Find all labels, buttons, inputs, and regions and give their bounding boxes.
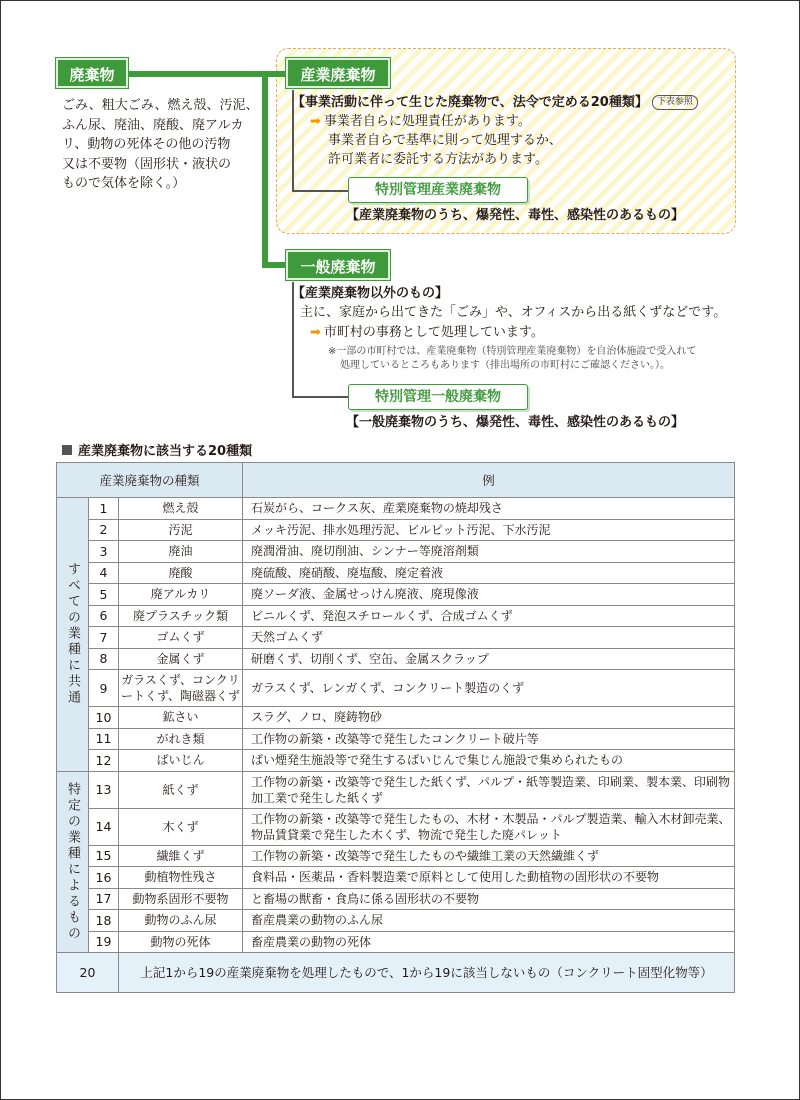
special-industrial-waste-definition: 【産業廃棄物のうち、爆発性、毒性、感染性のあるもの】: [346, 208, 685, 223]
square-bullet-icon: [62, 445, 72, 455]
waste-example: 畜産農業の動物の死体: [243, 931, 735, 953]
table-row: [57, 541, 735, 563]
table-row: [57, 605, 735, 627]
table-row: [57, 808, 735, 845]
table-row: [57, 888, 735, 910]
waste-type: 金属くず: [119, 648, 243, 670]
row-number: 19: [89, 931, 119, 953]
table-row: [57, 910, 735, 932]
table-title: 産業廃棄物に該当する20種類: [62, 440, 252, 459]
table-row: [57, 771, 735, 808]
general-waste-label: 一般廃棄物: [286, 250, 390, 280]
table-row: [57, 845, 735, 867]
waste-type: 燃え殻: [119, 498, 243, 520]
table-row: [57, 519, 735, 541]
industrial-waste-responsibility: ➡ 事業者自らに処理責任があります。 事業者自らで基準に則って処理するか、 許可業者に委託する方法があります。: [310, 114, 562, 167]
row-number: 10: [89, 707, 119, 729]
row-number: 3: [89, 541, 119, 563]
row-number: 4: [89, 562, 119, 584]
table-row: [57, 728, 735, 750]
general-waste-description: 主に、家庭から出てきた「ごみ」や、オフィスから出る紙くずなどです。: [300, 305, 727, 320]
group-common-all-industries: すべての業種に共通: [57, 498, 89, 772]
special-industrial-waste-label: 特別管理産業廃棄物: [348, 177, 528, 203]
waste-type: 動物の死体: [119, 931, 243, 953]
waste-example: 畜産農業の動物のふん尿: [243, 910, 735, 932]
waste-example: 工作物の新築・改築等で発生した紙くず、パルプ・紙等製造業、印刷業、製本業、印刷物加工業で発生した紙くず: [243, 771, 735, 808]
general-waste-note: ※一部の市町村では、産業廃棄物（特別管理産業廃棄物）を自治体施設で受入れて 処理しているところもあります（排出場所の市町村にご確認ください。）。: [328, 346, 697, 371]
table-row: [57, 750, 735, 772]
table-row: [57, 867, 735, 889]
waste-example: 工作物の新築・改築等で発生したものや繊維工業の天然繊維くず: [243, 845, 735, 867]
group-specific-industries: 特定の業種によるもの: [57, 771, 89, 953]
waste-type: 廃アルカリ: [119, 584, 243, 606]
waste-type: ばいじん: [119, 750, 243, 772]
connector-line: [262, 262, 288, 268]
row-number: 13: [89, 771, 119, 808]
waste-example: 廃潤滑油、廃切削油、シンナー等廃溶剤類: [243, 541, 735, 563]
waste-description: ごみ、粗大ごみ、燃え殻、汚泥、 ふん尿、廃油、廃酸、廃アルカ リ、動物の死体その他の汚物 又は不要物（固形状・液状の もので気体を除く。）: [62, 98, 259, 191]
table-row: [57, 498, 735, 520]
table-row: [57, 931, 735, 953]
row-number: 11: [89, 728, 119, 750]
table-row: [57, 670, 735, 707]
row-number: 18: [89, 910, 119, 932]
waste-type: 紙くず: [119, 771, 243, 808]
table-row: [57, 707, 735, 729]
waste-example: ビニルくず、発泡スチロールくず、合成ゴムくず: [243, 605, 735, 627]
special-general-waste-label: 特別管理一般廃棄物: [348, 384, 528, 410]
waste-example: 工作物の新築・改築等で発生したコンクリート破片等: [243, 728, 735, 750]
row-number: 1: [89, 498, 119, 520]
table-row: [57, 627, 735, 649]
industrial-waste-table: [56, 462, 735, 993]
connector-line: [292, 190, 348, 192]
waste-type: 廃プラスチック類: [119, 605, 243, 627]
waste-type: 動植物性残さ: [119, 867, 243, 889]
row-number: 5: [89, 584, 119, 606]
waste-type: 動物系固形不要物: [119, 888, 243, 910]
row-number: 7: [89, 627, 119, 649]
row-number: 12: [89, 750, 119, 772]
row-number: 8: [89, 648, 119, 670]
arrow-right-icon: ➡: [310, 114, 321, 129]
header-type: 産業廃棄物の種類: [57, 463, 243, 498]
waste-type: 汚泥: [119, 519, 243, 541]
general-waste-municipal: ➡ 市町村の事務として処理しています。: [310, 325, 544, 340]
arrow-right-icon: ➡: [310, 325, 321, 340]
waste-example: と畜場の獣畜・食鳥に係る固形状の不要物: [243, 888, 735, 910]
header-example: 例: [243, 463, 735, 498]
waste-type: ゴムくず: [119, 627, 243, 649]
waste-example: スラグ、ノロ、廃鋳物砂: [243, 707, 735, 729]
connector-line: [262, 71, 268, 268]
table-row: [57, 584, 735, 606]
industrial-waste-label: 産業廃棄物: [286, 58, 390, 88]
waste-type: 廃油: [119, 541, 243, 563]
waste-example: 廃ソーダ液、金属せっけん廃液、廃現像液: [243, 584, 735, 606]
waste-type: 動物のふん尿: [119, 910, 243, 932]
row-number: 2: [89, 519, 119, 541]
waste-example: 研磨くず、切削くず、空缶、金属スクラップ: [243, 648, 735, 670]
table-row: [57, 562, 735, 584]
waste-example: 廃硫酸、廃硝酸、廃塩酸、廃定着液: [243, 562, 735, 584]
waste-example: ガラスくず、レンガくず、コンクリート製造のくず: [243, 670, 735, 707]
waste-example: 工作物の新築・改築等で発生したもの、木材・木製品・パルプ製造業、輸入木材卸売業、物品賃貸業で発生した木くず、物流で発生した廃パレット: [243, 808, 735, 845]
waste-type: がれき類: [119, 728, 243, 750]
waste-label: 廃棄物: [56, 58, 128, 88]
row-number: 14: [89, 808, 119, 845]
row-number: 9: [89, 670, 119, 707]
waste-example: メッキ汚泥、排水処理汚泥、ビルピット汚泥、下水汚泥: [243, 519, 735, 541]
row-number: 16: [89, 867, 119, 889]
waste-type: 廃酸: [119, 562, 243, 584]
row-number: 15: [89, 845, 119, 867]
row-number: 20: [57, 953, 119, 993]
waste-example: 上記1から19の産業廃棄物を処理したもので、1から19に該当しないもの（コンクリート固型化物等）: [119, 953, 735, 993]
table-row: [57, 953, 735, 993]
waste-type: 鉱さい: [119, 707, 243, 729]
waste-type: 繊維くず: [119, 845, 243, 867]
waste-example: 天然ゴムくず: [243, 627, 735, 649]
special-general-waste-definition: 【一般廃棄物のうち、爆発性、毒性、感染性のあるもの】: [346, 415, 685, 430]
table-row: [57, 648, 735, 670]
table-reference-badge: 下表参照: [652, 95, 698, 110]
waste-example: 食料品・医薬品・香料製造業で原料として使用した動植物の固形状の不要物: [243, 867, 735, 889]
row-number: 6: [89, 605, 119, 627]
waste-type: 木くず: [119, 808, 243, 845]
waste-type: ガラスくず、コンクリートくず、陶磁器くず: [119, 670, 243, 707]
general-waste-definition: 【産業廃棄物以外のもの】: [292, 286, 449, 301]
waste-example: ばい煙発生施設等で発生するばいじんで集じん施設で集められたもの: [243, 750, 735, 772]
industrial-waste-definition: 【事業活動に伴って生じた廃棄物で、法令で定める20種類】 下表参照: [292, 93, 698, 112]
waste-example: 石炭がら、コークス灰、産業廃棄物の焼却残さ: [243, 498, 735, 520]
connector-line: [292, 396, 348, 398]
table-header-row: [57, 463, 735, 498]
row-number: 17: [89, 888, 119, 910]
